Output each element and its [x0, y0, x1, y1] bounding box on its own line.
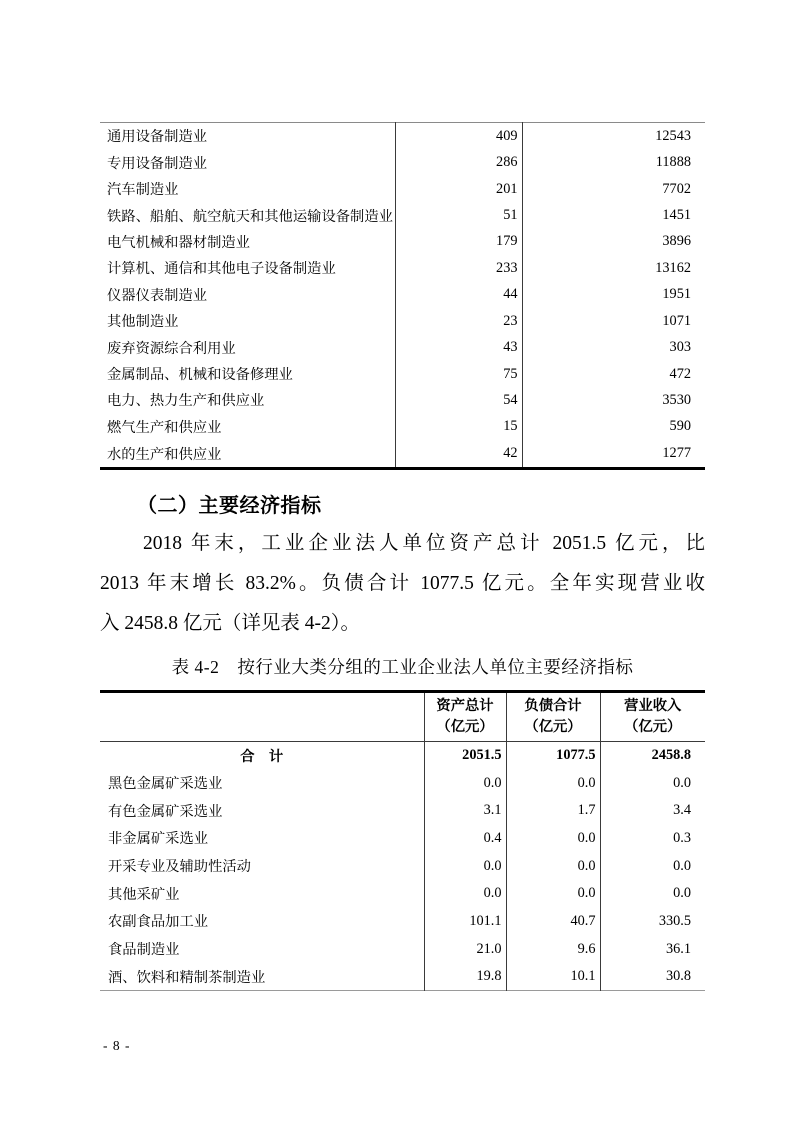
industry-name: 废弃资源综合利用业: [100, 334, 395, 360]
row-label: 农副食品加工业: [100, 908, 424, 936]
row-label: 开采专业及辅助性活动: [100, 852, 424, 880]
industry-value-2: 7702: [662, 180, 691, 197]
header-industry-blank: [100, 692, 424, 742]
table-row: [100, 123, 705, 150]
row-label: 黑色金属矿采选业: [100, 769, 424, 797]
industry-name: 金属制品、机械和设备修理业: [100, 361, 395, 387]
header-operating-revenue: [600, 692, 705, 742]
industry-value-2: 13162: [655, 259, 691, 276]
industry-value-1: 286: [395, 150, 522, 176]
industry-units-table-continued: [100, 122, 705, 470]
table-row: [100, 176, 705, 202]
header-unit: （亿元）: [624, 719, 682, 735]
row-label: 食品制造业: [100, 935, 424, 963]
industry-value-2: 472: [669, 365, 691, 382]
revenue-value: 0.0: [673, 774, 691, 791]
industry-value-1: 51: [395, 202, 522, 228]
table-row: [100, 334, 705, 360]
section-heading: （二）主要经济指标: [137, 495, 322, 517]
assets-value: 101.1: [424, 908, 506, 936]
table-row: [100, 825, 705, 853]
industry-value-1: 44: [395, 282, 522, 308]
header-label: 负债合计: [524, 698, 582, 715]
header-unit: （亿元）: [524, 719, 582, 735]
row-label: 其他采矿业: [100, 880, 424, 908]
industry-value-1: 201: [395, 176, 522, 202]
assets-value: 3.1: [424, 797, 506, 825]
liabilities-value: 1.7: [506, 797, 600, 825]
page-number: - 8 -: [103, 1038, 131, 1053]
industry-value-2: 3530: [662, 391, 691, 408]
industry-value-2: 303: [669, 339, 691, 356]
table-row: [100, 963, 705, 991]
revenue-value: 30.8: [665, 968, 691, 985]
assets-value: 0.0: [424, 852, 506, 880]
table-row: [100, 797, 705, 825]
table-row: [100, 308, 705, 334]
industry-value-2: 1951: [662, 286, 691, 303]
revenue-value: 36.1: [665, 940, 691, 957]
table-row: [100, 880, 705, 908]
body-paragraph: [100, 524, 705, 644]
industry-name: 汽车制造业: [100, 176, 395, 202]
revenue-value: 0.0: [673, 857, 691, 874]
industry-value-2: 12543: [655, 127, 691, 144]
industry-value-1: 43: [395, 334, 522, 360]
liabilities-value: 10.1: [506, 963, 600, 991]
table-row: [100, 935, 705, 963]
industry-value-2: 1071: [662, 312, 691, 329]
table-row: [100, 361, 705, 387]
revenue-value: 3.4: [673, 802, 691, 819]
liabilities-value: 40.7: [506, 908, 600, 936]
table-row: [100, 229, 705, 255]
table-caption: 表 4-2 按行业大类分组的工业企业法人单位主要经济指标: [171, 657, 634, 677]
paragraph-line: 2013 年末增长 83.2%。负债合计 1077.5 亿元。全年实现营业收: [100, 573, 705, 594]
table-row: [100, 440, 705, 468]
assets-value: 19.8: [424, 963, 506, 991]
table-row: [100, 387, 705, 413]
paragraph-line: 2018 年末，工业企业法人单位资产总计 2051.5 亿元，比: [143, 533, 705, 554]
table-row: [100, 202, 705, 228]
industry-name: 其他制造业: [100, 308, 395, 334]
row-label: 有色金属矿采选业: [100, 797, 424, 825]
industry-value-2: 11888: [655, 154, 691, 171]
revenue-value: 0.0: [673, 885, 691, 902]
liabilities-value: 0.0: [506, 769, 600, 797]
liabilities-value: 0.0: [506, 825, 600, 853]
industry-name: 电气机械和器材制造业: [100, 229, 395, 255]
industry-value-2: 1277: [662, 445, 691, 462]
industry-name: 电力、热力生产和供应业: [100, 387, 395, 413]
assets-value: 0.4: [424, 825, 506, 853]
table-row: [100, 908, 705, 936]
revenue-value: 2458.8: [651, 747, 691, 764]
industry-name: 水的生产和供应业: [100, 440, 395, 468]
header-label: 营业收入: [624, 698, 682, 715]
industry-value-2: 3896: [662, 233, 691, 250]
industry-name: 计算机、通信和其他电子设备制造业: [100, 255, 395, 281]
assets-value: 0.0: [424, 880, 506, 908]
industry-value-1: 233: [395, 255, 522, 281]
assets-value: 21.0: [424, 935, 506, 963]
paragraph-line: 入 2458.8 亿元（详见表 4-2）。: [100, 613, 360, 634]
industry-value-1: 409: [395, 123, 522, 150]
revenue-value: 0.3: [673, 829, 691, 846]
table-row: [100, 282, 705, 308]
table-row: [100, 769, 705, 797]
industry-value-2: 590: [669, 418, 691, 435]
liabilities-value: 0.0: [506, 852, 600, 880]
industry-name: 专用设备制造业: [100, 150, 395, 176]
table-row: [100, 414, 705, 440]
liabilities-value: 1077.5: [506, 742, 600, 770]
economic-indicators-table: [100, 690, 705, 991]
industry-value-1: 75: [395, 361, 522, 387]
table-row: [100, 150, 705, 176]
industry-value-1: 179: [395, 229, 522, 255]
assets-value: 0.0: [424, 769, 506, 797]
industry-name: 通用设备制造业: [100, 123, 395, 150]
header-label: 资产总计: [436, 698, 494, 715]
table-total-row: [100, 742, 705, 770]
row-label: 非金属矿采选业: [100, 825, 424, 853]
liabilities-value: 9.6: [506, 935, 600, 963]
industry-name: 仪器仪表制造业: [100, 282, 395, 308]
row-label: 合 计: [100, 742, 424, 770]
industry-value-1: 15: [395, 414, 522, 440]
industry-value-1: 42: [395, 440, 522, 468]
industry-value-2: 1451: [662, 207, 691, 224]
header-total-liabilities: [506, 692, 600, 742]
revenue-value: 330.5: [658, 912, 691, 929]
table-header-row: [100, 692, 705, 742]
industry-value-1: 23: [395, 308, 522, 334]
industry-name: 燃气生产和供应业: [100, 414, 395, 440]
table-row: [100, 255, 705, 281]
industry-value-1: 54: [395, 387, 522, 413]
liabilities-value: 0.0: [506, 880, 600, 908]
table-row: [100, 852, 705, 880]
header-total-assets: [424, 692, 506, 742]
assets-value: 2051.5: [424, 742, 506, 770]
header-unit: （亿元）: [436, 719, 494, 735]
industry-name: 铁路、船舶、航空航天和其他运输设备制造业: [100, 202, 395, 228]
row-label: 酒、饮料和精制茶制造业: [100, 963, 424, 991]
